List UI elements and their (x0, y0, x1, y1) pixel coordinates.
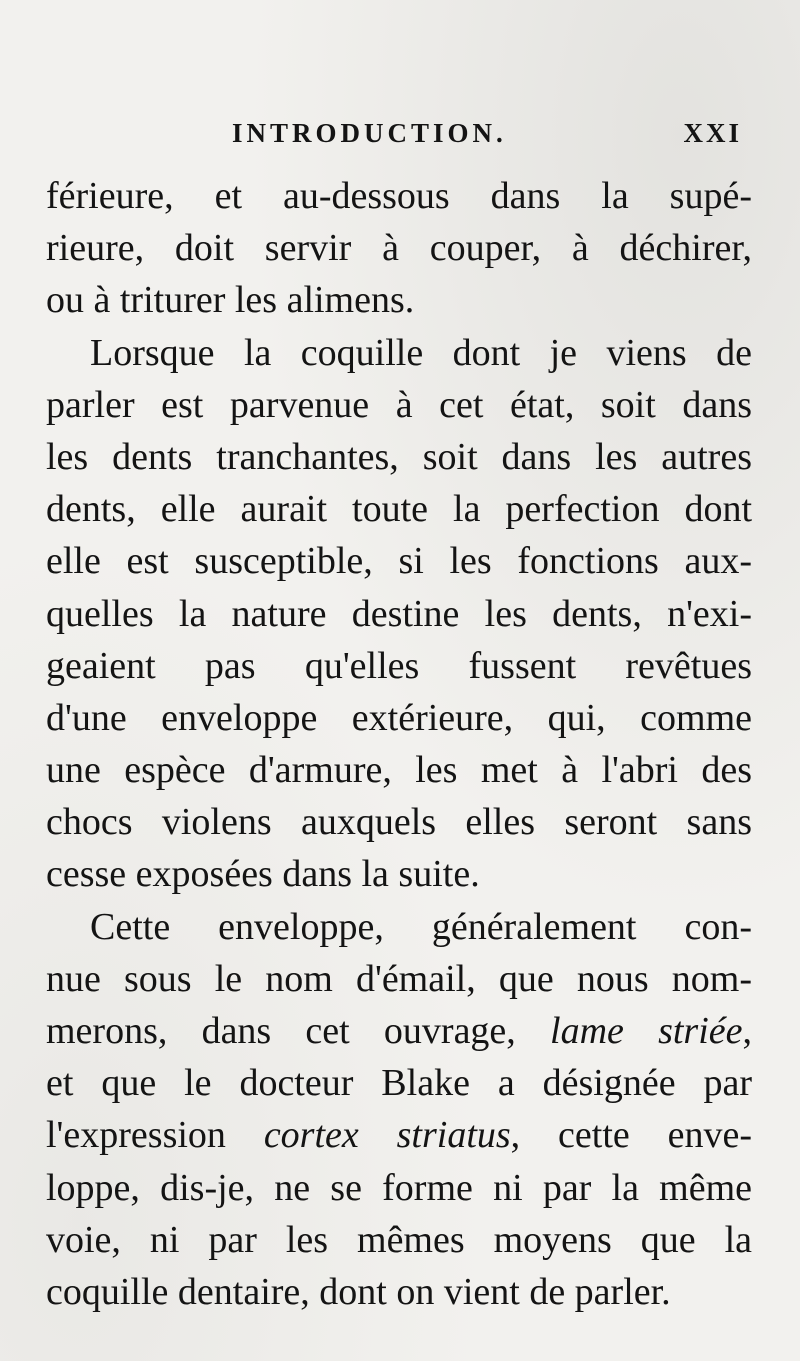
text-line-19 (46, 1109, 752, 1161)
page-number: XXI (683, 118, 742, 148)
text-line-12: une espèce d'armure, les met à l'abri des (46, 749, 752, 792)
page-header (0, 118, 800, 158)
italic-term-cortex-striatus: cortex striatus (263, 1114, 511, 1157)
text-line-7: dents, elle aurait toute la perfection dont (46, 488, 752, 531)
text-line-9: quelles la nature destine les dents, n'exi- (46, 592, 752, 635)
text-line-4: Lorsque la coquille dont je viens de (90, 331, 752, 374)
text-line-11: d'une enveloppe extérieure, qui, comme (46, 696, 752, 739)
text-line-6: les dents tranchantes, soit dans les autres (46, 435, 752, 478)
text-line-15: Cette enveloppe, généralement con- (90, 905, 752, 948)
text-line-17-start: merons, dans cet ouvrage, (46, 1010, 516, 1052)
italic-term-lame-striee: lame striée (550, 1010, 743, 1052)
text-line-18: et que le docteur Blake a désignée par (46, 1062, 752, 1105)
text-line-17 (46, 1005, 752, 1057)
text-line-21: voie, ni par les mêmes moyens que la (46, 1218, 752, 1261)
text-line-16: nue sous le nom d'émail, que nous nom- (46, 957, 752, 1000)
text-line-8: elle est susceptible, si les fonctions aux- (46, 540, 752, 583)
text-line-5: parler est parvenue à cet état, soit dans (46, 383, 752, 426)
text-line-1: férieure, et au-dessous dans la supé- (46, 175, 752, 217)
body-text (46, 170, 752, 1318)
text-line-10: geaient pas qu'elles fussent revêtues (46, 644, 752, 687)
text-line-3: ou à triturer les alimens. (46, 279, 415, 322)
text-line-2: rieure, doit servir à couper, à déchirer, (46, 227, 752, 270)
text-line-13: chocs violens auxquels elles seront sans (46, 801, 752, 844)
text-line-14: cesse exposées dans la suite. (46, 853, 480, 896)
text-line-19-end: , cette enve- (510, 1114, 753, 1157)
text-line-20: loppe, dis-je, ne se forme ni par la même (46, 1166, 752, 1209)
text-line-22: coquille dentaire, dont on vient de parler. (46, 1270, 671, 1313)
text-line-19-start: l'expression (46, 1114, 226, 1157)
running-title: INTRODUCTION. (232, 118, 507, 148)
text-line-17-end: , (742, 1010, 753, 1052)
